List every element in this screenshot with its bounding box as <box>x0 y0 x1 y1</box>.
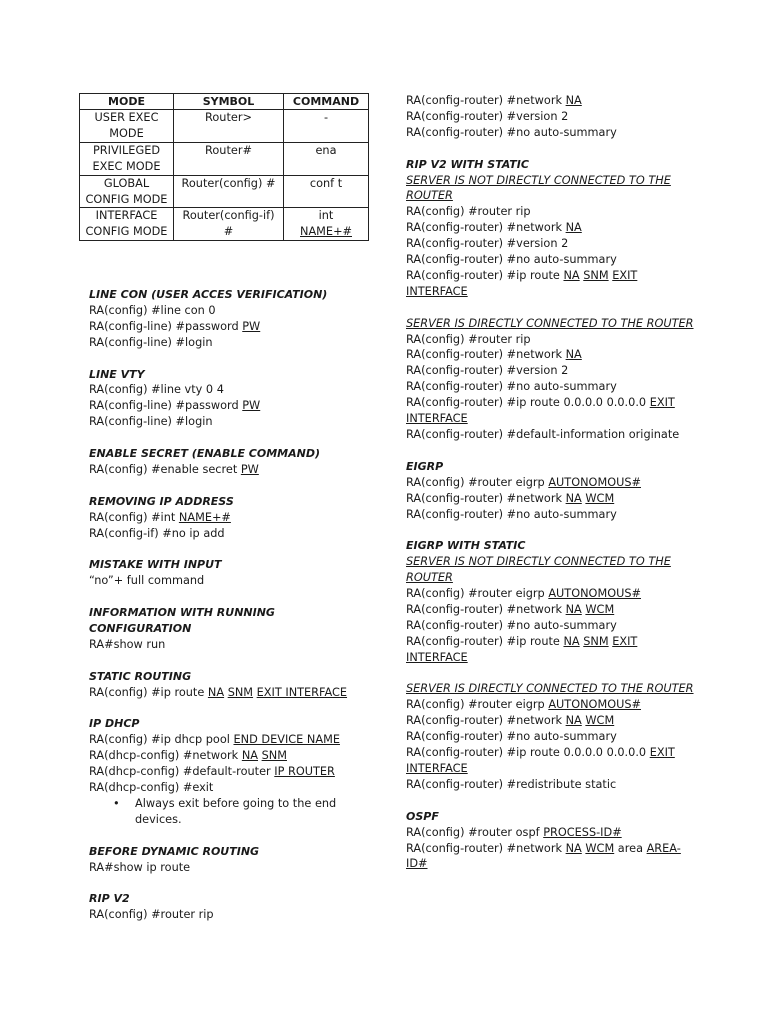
command-line: “no”+ full command <box>89 574 205 588</box>
table-row <box>80 142 369 175</box>
table-header-row <box>80 94 369 110</box>
cell-mode: GLOBAL CONFIG MODE <box>80 175 174 208</box>
cell-command: ena <box>284 142 369 175</box>
command-line: RA(config-router) #network NA WCM area AREA-ID# <box>406 841 681 871</box>
command-line: RA(config-router) #no auto-summary <box>406 380 617 394</box>
subheading: SERVER IS NOT DIRECTLY CONNECTED TO THE ROUTER <box>406 555 671 585</box>
command-line: RA(config-router) #network NA <box>406 221 582 235</box>
subheading: SERVER IS NOT DIRECTLY CONNECTED TO THE ROUTER <box>406 173 671 203</box>
command-line: RA(config-router) #network NA WCM <box>406 714 615 728</box>
command-line: RA(config) #ip route NA SNM EXIT INTERFACE <box>89 685 348 699</box>
section-heading: RIP V2 WITH STATIC <box>406 157 529 171</box>
command-line: RA(dhcp-config) #default-router IP ROUTER <box>89 765 335 779</box>
command-line: RA(config) #router rip <box>406 332 531 346</box>
command-line: RA(config-router) #version 2 <box>406 364 569 378</box>
cell-symbol: Router(config) # <box>174 175 284 208</box>
mode-table <box>79 93 369 241</box>
command-line: RA(dhcp-config) #exit <box>89 780 214 794</box>
command-line: RA(config) #router ospf PROCESS-ID# <box>406 825 622 839</box>
section-heading: MISTAKE WITH INPUT <box>89 558 222 572</box>
section-heading: ENABLE SECRET (ENABLE COMMAND) <box>89 447 320 461</box>
command-line: RA(config-line) #password PW <box>89 399 261 413</box>
section-heading: STATIC ROUTING <box>89 669 192 683</box>
cell-symbol: Router> <box>174 110 284 143</box>
table-row <box>80 110 369 143</box>
command-line: RA(config-router) #network NA <box>406 348 582 362</box>
command-line: RA(config-router) #no auto-summary <box>406 618 617 632</box>
subheading: SERVER IS DIRECTLY CONNECTED TO THE ROUTER <box>406 316 694 330</box>
bullet-item: • Always exit before going to the end devices. <box>113 796 337 826</box>
section-heading: EIGRP WITH STATIC <box>406 539 526 553</box>
section-heading: LINE VTY <box>89 367 145 381</box>
command-text: int <box>318 209 334 223</box>
command-line: RA(config-router) #ip route NA SNM EXIT INTERFACE <box>406 634 638 664</box>
cell-mode: PRIVILEGED EXEC MODE <box>80 142 174 175</box>
cell-command <box>284 208 369 241</box>
command-line: RA(config-router) #redistribute static <box>406 777 617 791</box>
command-line: RA(config) #line vty 0 4 <box>89 383 224 397</box>
header-symbol: SYMBOL <box>174 94 284 110</box>
cell-mode: USER EXEC MODE <box>80 110 174 143</box>
right-column <box>406 93 696 872</box>
command-line: RA(config) #router eigrp AUTONOMOUS# <box>406 698 641 712</box>
command-line: RA(config-router) #default-information originate <box>406 428 680 441</box>
table-row <box>80 175 369 208</box>
cell-command: - <box>284 110 369 143</box>
command-line: RA(config-router) #no auto-summary <box>406 730 617 744</box>
command-line: RA(config) #line con 0 <box>89 303 216 317</box>
command-line: RA(config) #enable secret PW <box>89 462 259 476</box>
command-line: RA#show ip route <box>89 860 191 874</box>
command-line: RA(config-router) #version 2 <box>406 237 569 251</box>
section-heading: INFORMATION WITH RUNNING CONFIGURATION <box>89 606 275 635</box>
command-line: RA(config-router) #network NA <box>406 94 582 107</box>
section-heading: LINE CON (USER ACCES VERIFICATION) <box>89 288 328 301</box>
section-heading: BEFORE DYNAMIC ROUTING <box>89 844 260 858</box>
command-line: RA(config) #router eigrp AUTONOMOUS# <box>406 475 641 489</box>
header-command: COMMAND <box>284 94 369 110</box>
command-line: RA(config-line) #password PW <box>89 319 261 333</box>
command-line: RA(config) #int NAME+# <box>89 510 231 524</box>
command-line: RA(config-router) #no auto-summary <box>406 125 617 139</box>
command-line: RA(config-router) #ip route NA SNM EXIT INTERFACE <box>406 268 638 298</box>
command-line: RA(config-router) #ip route 0.0.0.0 0.0.0.0 EXIT INTERFACE <box>406 396 675 426</box>
command-line: RA#show run <box>89 637 166 651</box>
bullet-dot: • <box>113 796 120 810</box>
left-column <box>89 287 389 923</box>
command-line: RA(config-router) #network NA WCM <box>406 602 615 616</box>
command-line: RA(config-router) #network NA WCM <box>406 491 615 505</box>
section-heading: OSPF <box>406 809 439 823</box>
cell-command: conf t <box>284 175 369 208</box>
section-heading: IP DHCP <box>89 717 140 731</box>
command-line: RA(config) #router eigrp AUTONOMOUS# <box>406 587 641 601</box>
command-line: RA(dhcp-config) #network NA SNM <box>89 749 287 763</box>
section-heading: EIGRP <box>406 459 444 473</box>
cell-mode: INTERFACE CONFIG MODE <box>80 208 174 241</box>
header-mode: MODE <box>80 94 174 110</box>
command-line: RA(config-if) #no ip add <box>89 526 225 540</box>
command-line: RA(config-router) #no auto-summary <box>406 253 617 267</box>
command-line: RA(config-router) #ip route 0.0.0.0 0.0.0.0 EXIT INTERFACE <box>406 746 675 775</box>
section-heading: REMOVING IP ADDRESS <box>89 494 234 508</box>
cell-symbol: Router(config-if) # <box>174 208 284 241</box>
section-heading: RIP V2 <box>89 892 130 906</box>
command-line: RA(config-router) #version 2 <box>406 109 569 123</box>
command-line: RA(config) #router rip <box>89 908 214 922</box>
command-line: RA(config-line) #login <box>89 415 213 429</box>
table-row <box>80 208 369 241</box>
command-line: RA(config-line) #login <box>89 335 213 349</box>
command-line: RA(config) #ip dhcp pool END DEVICE NAME <box>89 733 340 747</box>
command-placeholder: NAME+# <box>300 225 352 239</box>
command-line: RA(config-router) #no auto-summary <box>406 507 617 521</box>
command-line: RA(config) #router rip <box>406 205 531 219</box>
subheading: SERVER IS DIRECTLY CONNECTED TO THE ROUTER <box>406 682 694 696</box>
cell-symbol: Router# <box>174 142 284 175</box>
